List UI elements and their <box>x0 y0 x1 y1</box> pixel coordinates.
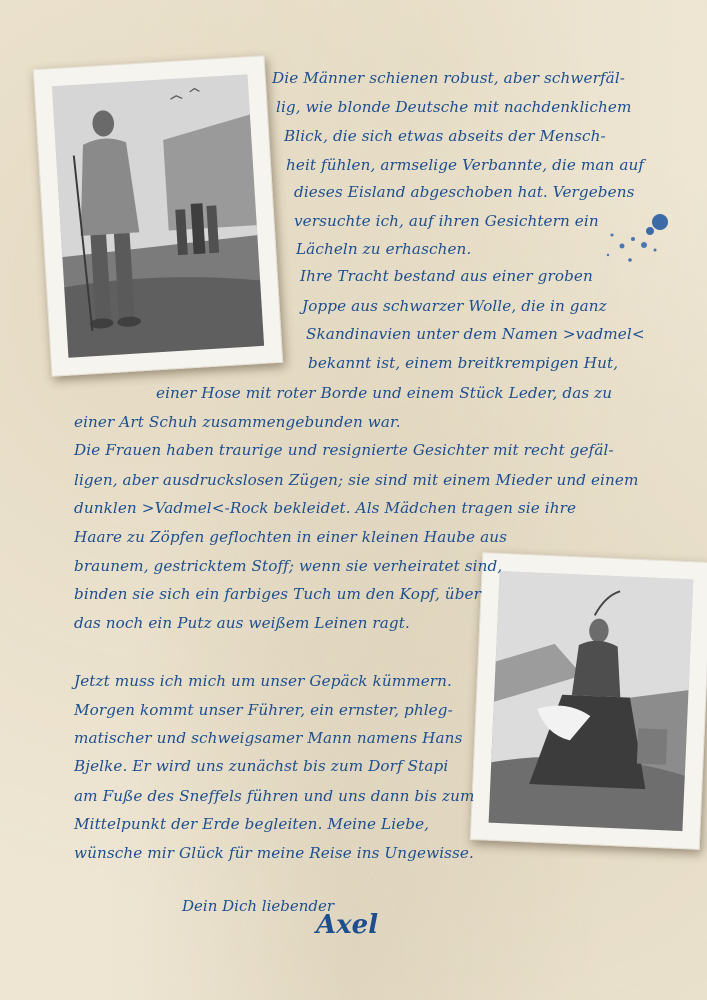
letter-line: Morgen kommt unser Führer, ein ernster, phleg- <box>74 701 453 719</box>
letter-line: Die Männer schienen robust, aber schwerfäl- <box>272 69 626 87</box>
letter-line: lig, wie blonde Deutsche mit nachdenklichem <box>276 98 632 116</box>
letter-line: Jetzt muss ich mich um unser Gepäck kümmern. <box>74 672 452 690</box>
letter-line: am Fuße des Sneffels führen und uns dann bis zum <box>74 787 475 805</box>
letter-line: einer Art Schuh zusammengebunden war. <box>74 413 401 431</box>
signature-greeting: Dein Dich liebender <box>182 897 335 915</box>
letter-line: Lächeln zu erhaschen. <box>296 240 472 258</box>
letter-line: Joppe aus schwarzer Wolle, die in ganz <box>302 297 607 315</box>
engraving-woman-icon <box>489 571 694 831</box>
letter-line: dunklen >Vadmel<-Rock bekleidet. Als Mädchen tragen sie ihre <box>74 499 577 517</box>
letter-line: bekannt ist, einem breitkrempigen Hut, <box>308 354 619 372</box>
letter-line: binden sie sich ein farbiges Tuch um den Kopf, über <box>74 585 481 603</box>
letter-line: dieses Eisland abgeschoben hat. Vergebens <box>294 183 635 201</box>
photo-woman-in-costume <box>470 552 707 850</box>
letter-line: Haare zu Zöpfen geflochten in einer kleinen Haube aus <box>74 528 507 546</box>
signature-name: Axel <box>316 910 379 940</box>
letter-line: braunem, gestricktem Stoff; wenn sie verheiratet sind, <box>74 557 503 575</box>
photo-man-in-costume <box>33 55 283 377</box>
letter-line: Skandinavien unter dem Namen >vadmel< <box>306 325 645 343</box>
letter-line: matischer und schweigsamer Mann namens Hans <box>74 729 463 747</box>
letter-line: heit fühlen, armselige Verbannte, die man auf <box>286 156 645 174</box>
ink-splash-icon <box>600 205 680 275</box>
letter-line: Mittelpunkt der Erde begleiten. Meine Liebe, <box>74 815 430 833</box>
engraving-man-icon <box>52 74 264 357</box>
letter-line: wünsche mir Glück für meine Reise ins Ungewisse. <box>74 844 474 862</box>
letter-line: Ihre Tracht bestand aus einer groben <box>300 267 593 285</box>
letter-line: versuchte ich, auf ihren Gesichtern ein <box>294 212 599 230</box>
letter-line: Die Frauen haben traurige und resignierte Gesichter mit recht gefäl- <box>74 441 614 459</box>
letter-line: das noch ein Putz aus weißem Leinen ragt. <box>74 614 410 632</box>
letter-line: Bjelke. Er wird uns zunächst bis zum Dorf Stapi <box>74 757 449 775</box>
letter-line: ligen, aber ausdruckslosen Zügen; sie sind mit einem Mieder und einem <box>74 471 639 489</box>
letter-line: einer Hose mit roter Borde und einem Stück Leder, das zu <box>156 384 613 402</box>
letter-line: Blick, die sich etwas abseits der Mensch- <box>284 127 606 145</box>
